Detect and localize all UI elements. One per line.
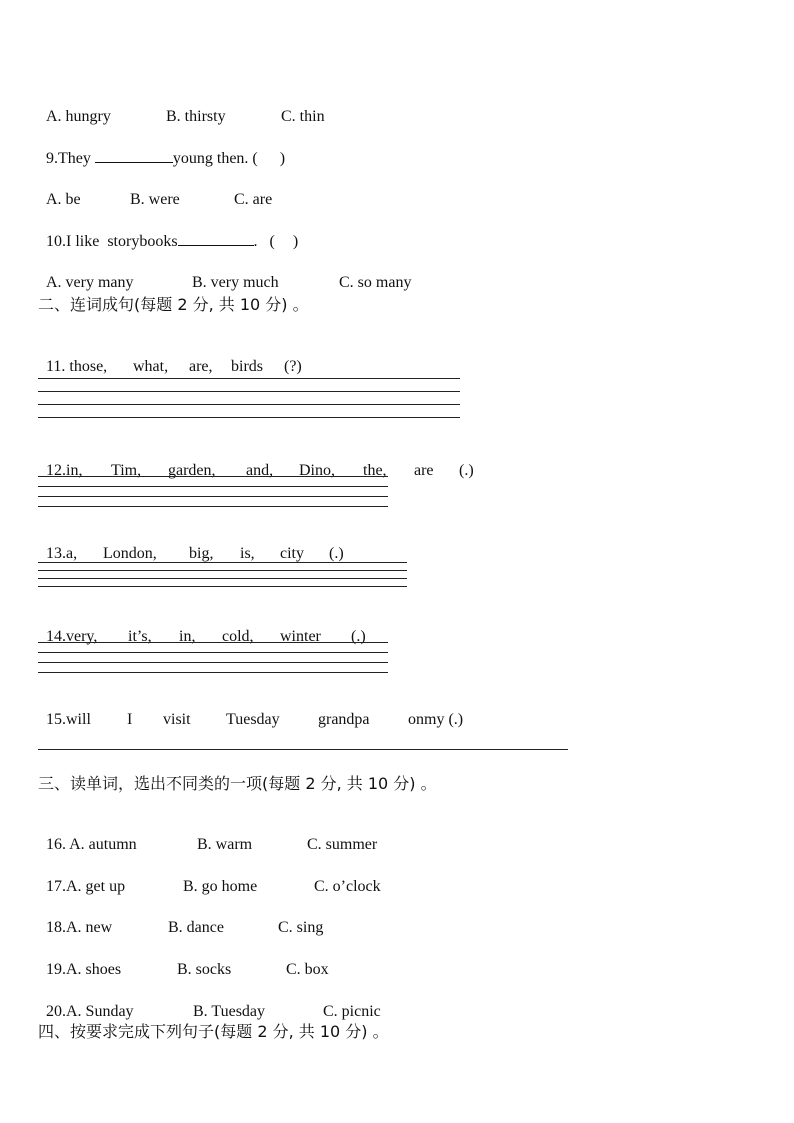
q14-answer-line-3[interactable] (38, 662, 388, 663)
q14-word-1: 14.very, (46, 628, 98, 645)
q15-word-6: onmy (.) (408, 711, 464, 728)
question-10 (38, 212, 298, 252)
section-3-heading: 三、读单词，选出不同类的一项(每题 2 分, 共 10 分) 。 (38, 774, 437, 793)
q14-answer-line-2[interactable] (38, 652, 388, 653)
q19-option-c: C. box (286, 961, 329, 978)
question-13 (38, 524, 344, 564)
q11-answer-line-4[interactable] (38, 417, 460, 418)
q13-word-3: big, (189, 545, 214, 562)
q18-option-a: 18.A. new (46, 919, 113, 936)
q18-option-b: B. dance (168, 919, 224, 936)
question-17 (38, 857, 381, 897)
question-16 (38, 815, 377, 855)
q11-word-1: 11. those, (46, 358, 108, 375)
q8-option-c: C. thin (281, 108, 325, 125)
q20-option-c: C. picnic (323, 1003, 381, 1020)
q17-option-c: C. o’clock (314, 878, 381, 895)
q10-options (38, 253, 411, 293)
q14-word-5: winter (280, 628, 321, 645)
q9-close-paren: ) (279, 150, 286, 167)
q13-word-1: 13.a, (46, 545, 78, 562)
q13-answer-line-4[interactable] (38, 586, 407, 587)
q13-answer-line-2[interactable] (38, 570, 407, 571)
section-2-heading: 二、连词成句(每题 2 分, 共 10 分) 。 (38, 295, 309, 314)
q13-word-5: city (280, 545, 304, 562)
q9-text: young then. ( (172, 150, 258, 167)
q12-word-5: Dino, (299, 462, 335, 479)
q13-answer-line-1[interactable] (38, 562, 407, 563)
section-4-heading: 四、按要求完成下列句子(每题 2 分, 共 10 分) 。 (38, 1022, 389, 1041)
q9-option-a: A. be (46, 191, 81, 208)
q12-word-2: Tim, (111, 462, 142, 479)
q14-word-4: cold, (222, 628, 254, 645)
question-11 (38, 337, 302, 377)
q9-answer-blank[interactable] (95, 161, 173, 163)
question-9 (38, 129, 285, 169)
q12-word-6: the, (363, 462, 387, 479)
q17-option-b: B. go home (183, 878, 258, 895)
q10-text: . ( (253, 233, 275, 250)
q12-answer-line-1[interactable] (38, 476, 388, 477)
q14-word-2: it’s, (128, 628, 152, 645)
q10-close-paren: ) (292, 233, 299, 250)
q14-word-6: (.) (351, 628, 366, 645)
q15-word-2: I (127, 711, 133, 728)
q10-number: 10.I like storybooks (46, 233, 178, 250)
question-15 (38, 690, 463, 730)
q14-answer-line-1[interactable] (38, 642, 388, 643)
q16-option-b: B. warm (197, 836, 253, 853)
q9-option-b: B. were (130, 191, 180, 208)
q10-option-b: B. very much (192, 274, 279, 291)
q19-option-a: 19.A. shoes (46, 961, 122, 978)
q12-word-1: 12.in, (46, 462, 83, 479)
q8-options (38, 87, 325, 127)
q15-word-3: visit (163, 711, 191, 728)
q11-word-4: birds (231, 358, 263, 375)
q20-option-b: B. Tuesday (193, 1003, 266, 1020)
q9-option-c: C. are (234, 191, 273, 208)
q12-answer-line-4[interactable] (38, 506, 388, 507)
q12-word-8: (.) (459, 462, 474, 479)
q18-option-c: C. sing (278, 919, 324, 936)
q15-word-1: 15.will (46, 711, 91, 728)
question-12 (38, 441, 474, 481)
q12-word-7: are (414, 462, 434, 479)
q9-options (38, 170, 272, 210)
q11-word-2: what, (133, 358, 169, 375)
question-20 (38, 982, 381, 1022)
q11-answer-line-1[interactable] (38, 378, 460, 379)
q10-option-a: A. very many (46, 274, 134, 291)
q13-word-4: is, (240, 545, 255, 562)
q11-word-5: (?) (284, 358, 302, 375)
q17-option-a: 17.A. get up (46, 878, 126, 895)
q14-word-3: in, (179, 628, 196, 645)
q10-answer-blank[interactable] (178, 244, 254, 246)
q16-option-c: C. summer (307, 836, 378, 853)
q12-word-4: and, (246, 462, 274, 479)
q12-answer-line-3[interactable] (38, 496, 388, 497)
q11-answer-line-3[interactable] (38, 404, 460, 405)
question-18 (38, 898, 323, 938)
q12-answer-line-2[interactable] (38, 486, 388, 487)
q19-option-b: B. socks (177, 961, 232, 978)
q13-word-6: (.) (329, 545, 344, 562)
q8-option-b: B. thirsty (166, 108, 226, 125)
question-14 (38, 607, 366, 647)
q14-answer-line-4[interactable] (38, 672, 388, 673)
q20-option-a: 20.A. Sunday (46, 1003, 134, 1020)
q13-word-2: London, (103, 545, 157, 562)
q8-option-a: A. hungry (46, 108, 111, 125)
q12-word-3: garden, (168, 462, 216, 479)
q13-answer-line-3[interactable] (38, 578, 407, 579)
q16-option-a: 16. A. autumn (46, 836, 137, 853)
q15-word-4: Tuesday (226, 711, 280, 728)
q15-word-5: grandpa (318, 711, 370, 728)
q11-answer-line-2[interactable] (38, 391, 460, 392)
question-19 (38, 940, 329, 980)
q9-number: 9.They (46, 150, 95, 167)
q10-option-c: C. so many (339, 274, 412, 291)
q15-answer-line[interactable] (38, 749, 568, 750)
q11-word-3: are, (189, 358, 213, 375)
